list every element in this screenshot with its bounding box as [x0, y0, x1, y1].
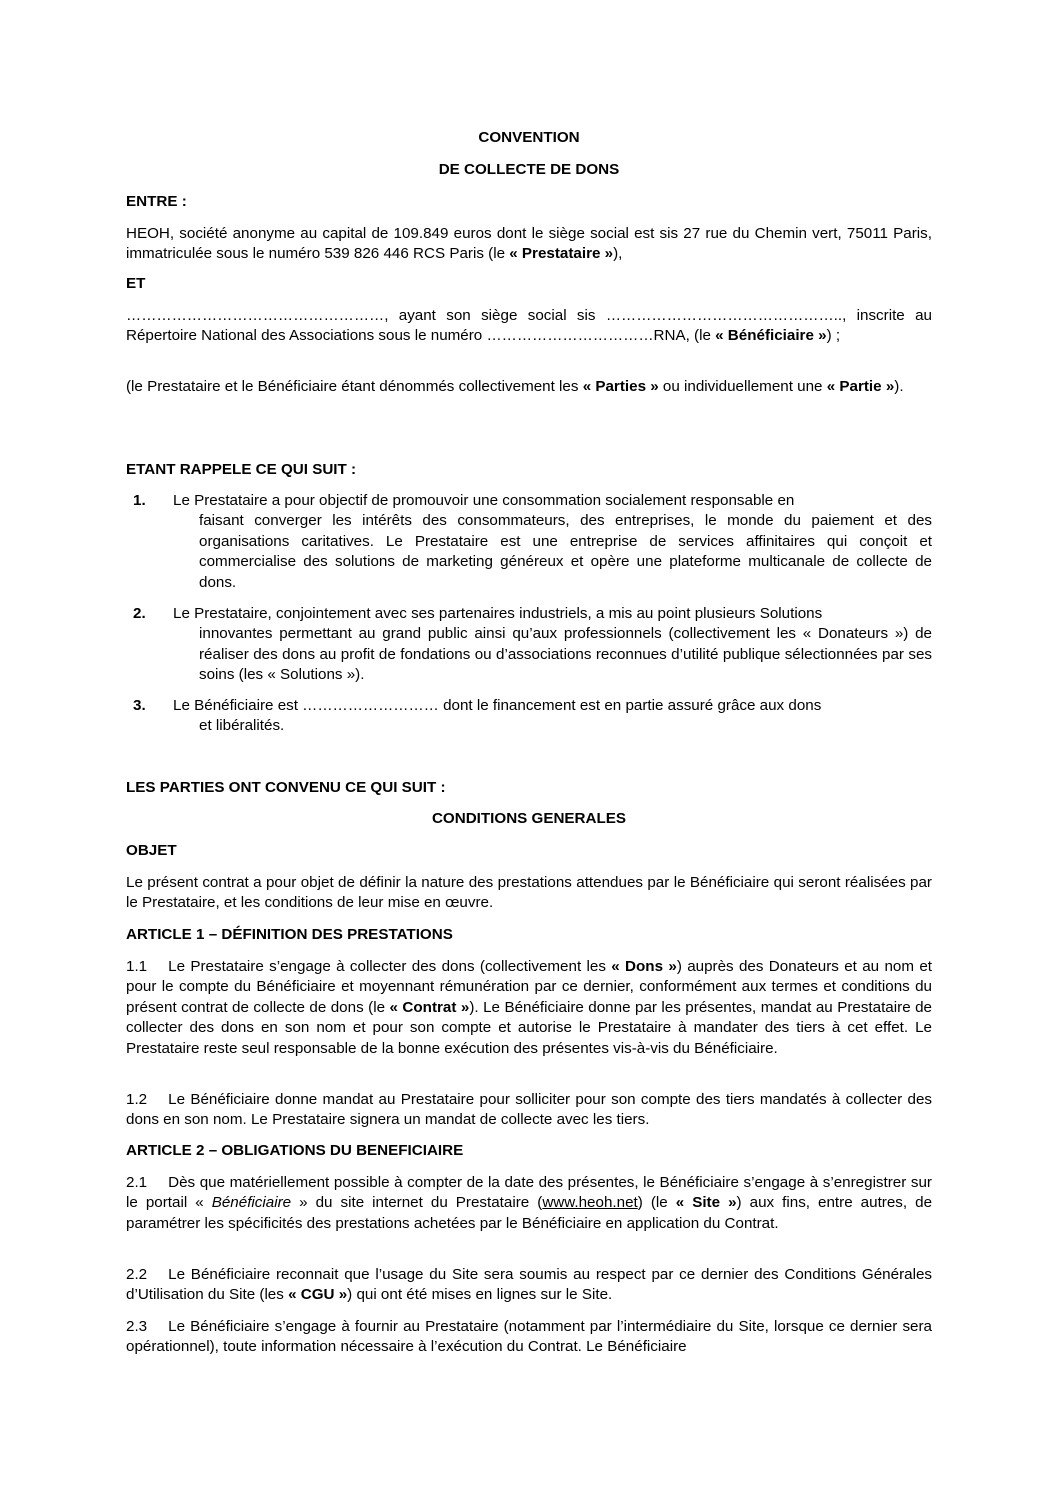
heoh-website-link[interactable]: www.heoh.net [542, 1194, 638, 1212]
article-2-heading: ARTICLE 2 – OBLIGATIONS DU BENEFICIAIRE [126, 1142, 464, 1159]
article-1-2-paragraph: 1.2 Le Bénéficiaire donne mandat au Prestataire pour solliciter pour son compte des tiers mandatés à collecter des dons en son nom. Le Prestataire signera un mandat de collecte avec les tiers. [126, 1091, 932, 1129]
title-line-1: CONVENTION [478, 129, 580, 146]
article-1-1-paragraph: 1.1 Le Prestataire s’engage à collecter des dons (collectivement les « Dons ») auprès des Donateurs et au nom et pour le compte du Bénéficiaire et moyennant rémunération par ce dernier, conformément aux termes et conditions du présent contrat de collecte de dons (le « Contrat »). Le Bénéficiaire donne par les présentes, mandat au Prestataire de collecter des dons en son nom et pour son compte et autorise le Prestataire à mandater des tiers à cet effet. Le Prestataire reste seul responsable de la bonne exécution des présentes vis-à-vis du Bénéficiaire. [126, 958, 933, 1057]
provider-identification: HEOH, société anonyme au capital de 109.849 euros dont le siège social est sis 27 rue du Chemin vert, 75011 Paris, immatriculée sous le numéro 539 826 446 RCS Paris (le « Prestataire »), [126, 225, 932, 263]
objet-paragraph: Le présent contrat a pour objet de définir la nature des prestations attendues par le Bénéficiaire qui seront réalisées par le Prestataire, et les conditions de leur mise en œuvre. [126, 874, 932, 912]
recital-item: Le Prestataire a pour objectif de promouvoir une consommation socialement responsable en faisant converger les intérêts des consommateurs, des entreprises, le monde du paiement et des organisations caritatives. Le Prestataire est une entreprise de services affinitaires qui conçoit et commercialise des solutions de marketing généreux et opère une plateforme multicanale de collecte de dons. [173, 492, 932, 591]
entre-heading: ENTRE : [126, 193, 187, 210]
recitals-heading: ETANT RAPPELE CE QUI SUIT : [126, 461, 357, 478]
beneficiary-identification: ……………………………………………, ayant son siège social sis ……………………………………….., inscrite au Répertoire National des Associations sous le numéro ……………………………RNA, (le « Bénéficiaire ») ; [126, 307, 932, 345]
parties-definition: (le Prestataire et le Bénéficiaire étant dénommés collectivement les « Parties » ou individuellement une « Partie »). [126, 378, 904, 395]
agreed-heading: LES PARTIES ONT CONVENU CE QUI SUIT : [126, 779, 446, 796]
general-conditions-heading: CONDITIONS GENERALES [431, 810, 627, 827]
article-2-2-paragraph: 2.2 Le Bénéficiaire reconnait que l’usage du Site sera soumis au respect par ce dernier des Conditions Générales d’Utilisation du Site (les « CGU ») qui ont été mises en lignes sur le Site. [126, 1266, 932, 1304]
recital-number: 1. [133, 492, 146, 509]
recital-item: Le Bénéficiaire est ……………………… dont le financement est en partie assuré grâce aux dons et libéralités. [173, 697, 822, 735]
objet-heading: OBJET [126, 842, 177, 859]
recital-number: 2. [133, 605, 146, 622]
recital-item: Le Prestataire, conjointement avec ses partenaires industriels, a mis au point plusieurs Solutions innovantes permettant au grand public ainsi qu’aux professionnels (collectivement les « Donateurs ») de réaliser des dons au profit de fondations ou d’associations reconnues d’utilité publique sélectionnées par ses soins (les « Solutions »). [173, 605, 932, 684]
title-line-2: DE COLLECTE DE DONS [438, 161, 620, 178]
article-2-3-paragraph: 2.3 Le Bénéficiaire s’engage à fournir au Prestataire (notamment par l’intermédiaire du Site, lorsque ce dernier sera opérationnel), toute information nécessaire à l’exécution du Contrat. Le Bénéficiaire [126, 1318, 932, 1356]
article-1-heading: ARTICLE 1 – DÉFINITION DES PRESTATIONS [126, 926, 453, 943]
article-2-1-paragraph: 2.1 Dès que matériellement possible à compter de la date des présentes, le Bénéficiaire s’engage à s’enregistrer sur le portail « Bénéficiaire » du site internet du Prestataire (www.heoh.net) (le « Site ») aux fins, entre autres, de paramétrer les spécificités des prestations achetées par le Bénéficiaire en application du Contrat. [126, 1174, 933, 1232]
recital-number: 3. [133, 697, 146, 714]
et-heading: ET [126, 275, 146, 292]
